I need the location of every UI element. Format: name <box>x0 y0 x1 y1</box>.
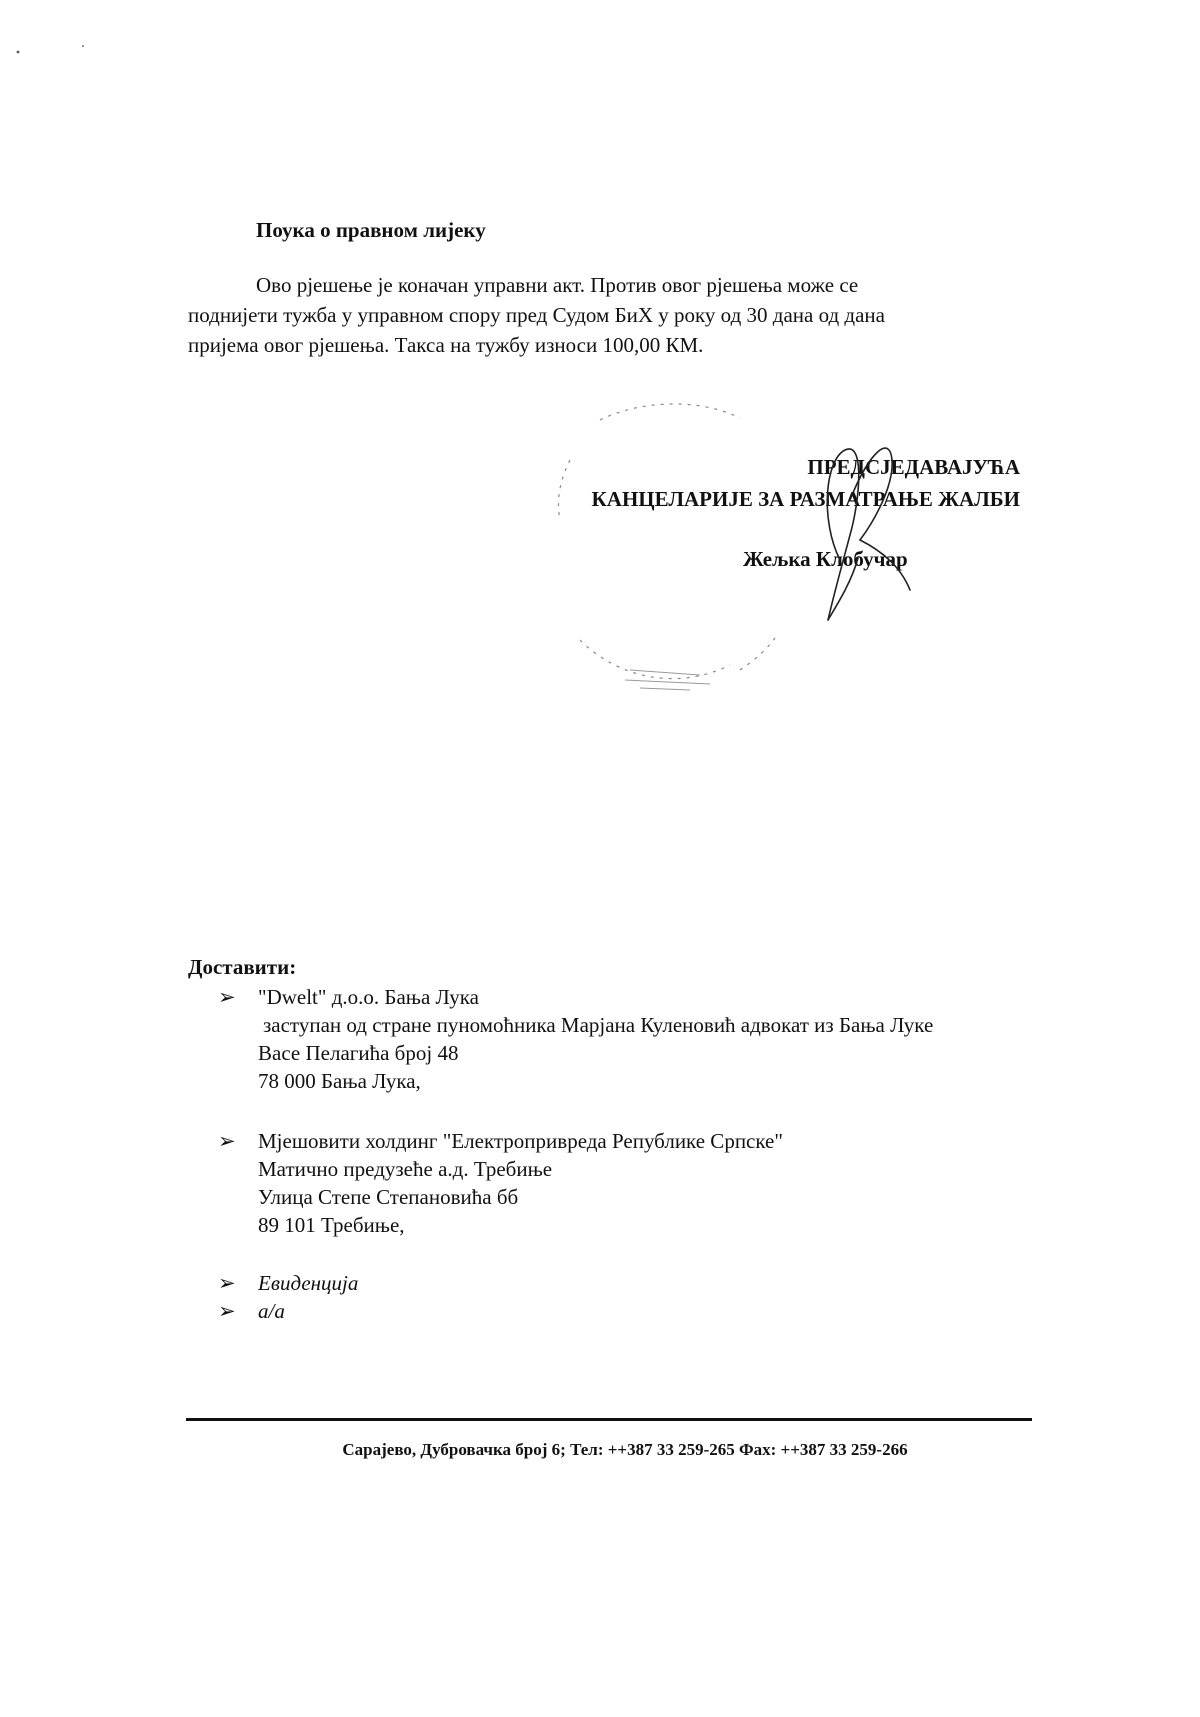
legal-remedy-text <box>188 270 988 360</box>
recipient-line: 78 000 Бања Лука, <box>258 1069 421 1093</box>
legal-remedy-line: Ово рјешење је коначан управни акт. Против овог рјешења може се <box>256 273 859 297</box>
recipient-line: Васе Пелагића број 48 <box>258 1041 459 1065</box>
recipient-line: заступан од стране пуномоћника Марјана Куленовић адвокат из Бања Луке <box>263 1013 934 1037</box>
recipient-line: а/а <box>258 1299 285 1323</box>
signatory-name: Жељка Клобучар <box>743 547 908 571</box>
scan-specks <box>0 0 100 70</box>
signatory-office: КАНЦЕЛАРИЈЕ ЗА РАЗМАТРАЊЕ ЖАЛБИ <box>591 487 1020 511</box>
recipient-line: "Dwelt" д.о.о. Бања Лука <box>258 985 479 1009</box>
recipient-line: Улица Степе Степановића бб <box>258 1185 519 1209</box>
recipient-item <box>218 1297 933 1325</box>
arrow-bullet-icon: ➢ <box>218 1271 236 1295</box>
signatory-title: ПРЕДСЈЕДАВАЈУЋА <box>807 455 1020 479</box>
recipient-item <box>218 1127 933 1239</box>
recipient-line: Евиденција <box>258 1271 359 1295</box>
handwritten-signature <box>780 440 940 630</box>
arrow-bullet-icon: ➢ <box>218 1129 236 1153</box>
recipient-list <box>218 983 933 1325</box>
footer-address: Сарајево, Дубровачка број 6; Тел: ++387 33 259-265 Фах: ++387 33 259-266 <box>342 1440 908 1459</box>
footer-divider <box>186 1418 1032 1421</box>
legal-remedy-heading: Поука о правном лијеку <box>256 218 486 242</box>
arrow-bullet-icon: ➢ <box>218 1299 236 1323</box>
recipient-item <box>218 1269 933 1297</box>
recipient-line: Мјешовити холдинг "Електропривреда Републике Српске" <box>258 1129 783 1153</box>
legal-remedy-line: поднијети тужба у управном спору пред Судом БиХ у року од 30 дана од дана <box>188 303 885 327</box>
delivery-heading: Доставити: <box>188 955 297 979</box>
recipient-item <box>218 983 933 1095</box>
recipient-line: Матично предузеће а.д. Требиње <box>258 1157 553 1181</box>
arrow-bullet-icon: ➢ <box>218 985 236 1009</box>
legal-remedy-line: пријема овог рјешења. Такса на тужбу износи 100,00 КМ. <box>188 333 704 357</box>
recipient-line: 89 101 Требиње, <box>258 1213 405 1237</box>
